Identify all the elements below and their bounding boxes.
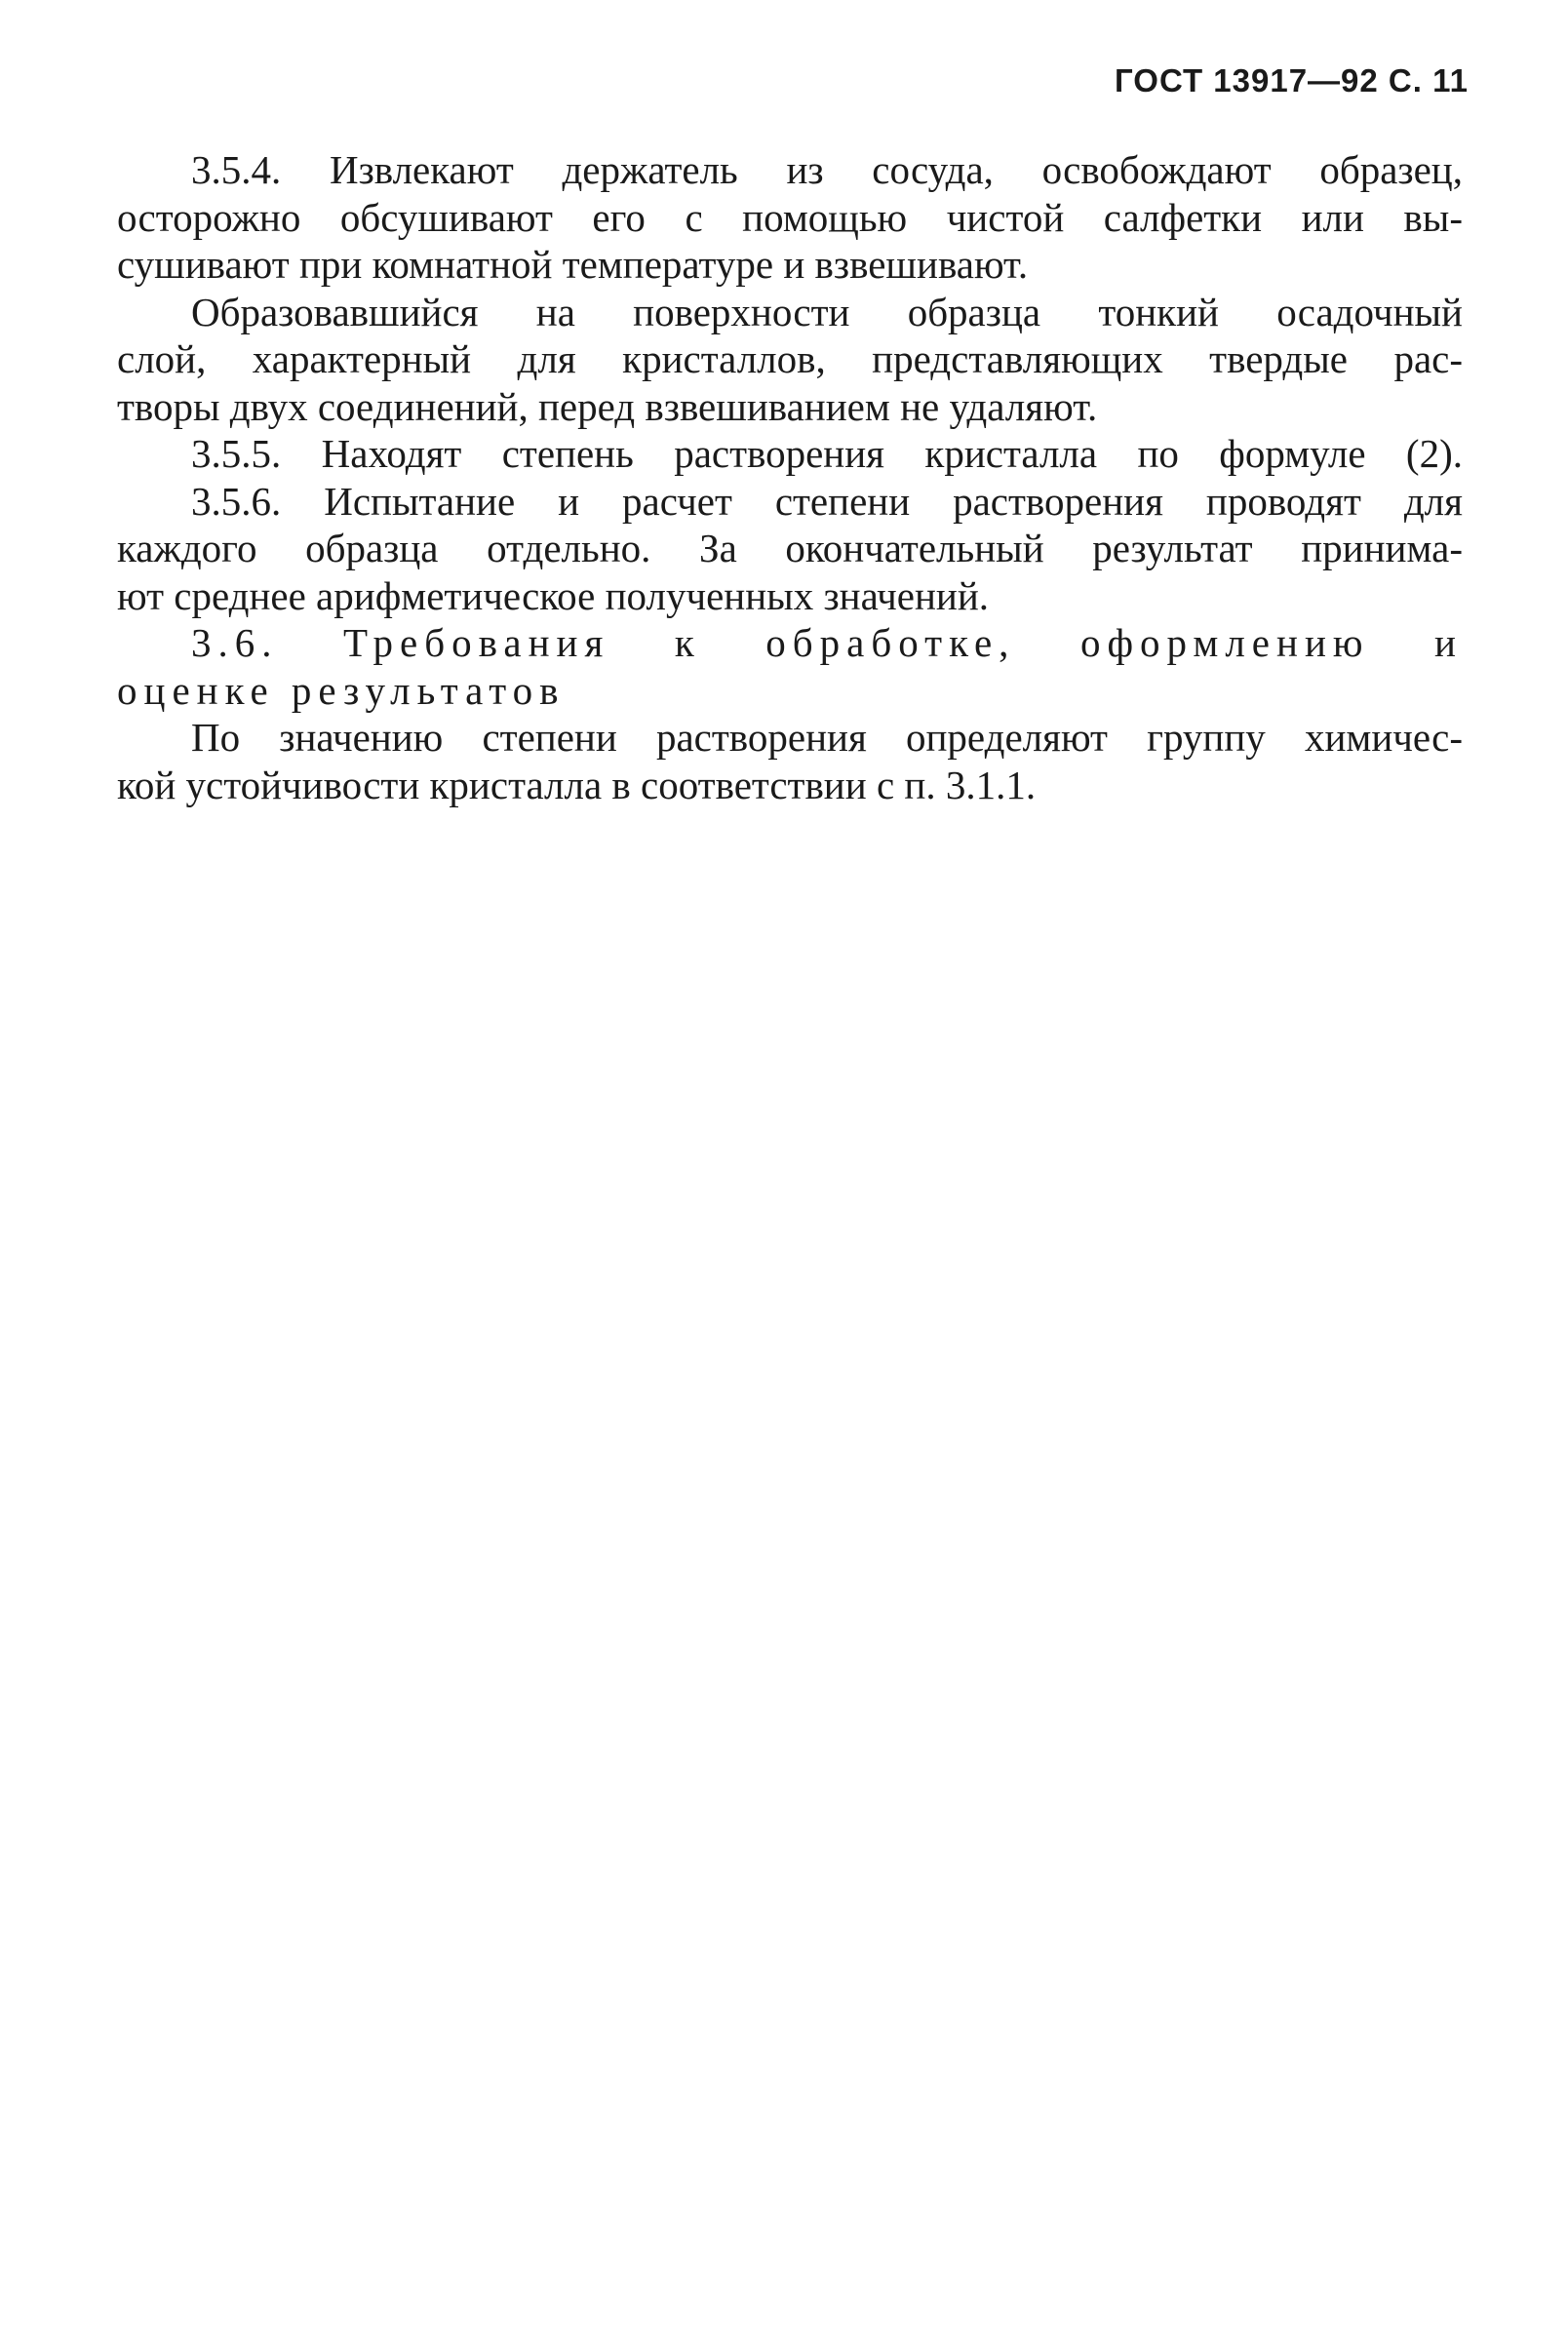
text-line: ют среднее арифметическое полученных значений. <box>117 572 990 618</box>
text-line: 3.5.5. Находят степень растворения кристалла по формуле (2). <box>191 431 1463 476</box>
running-header: ГОСТ 13917—92 С. 11 <box>1115 62 1469 98</box>
text-line: каждого образца отдельно. За окончательный результат принима- <box>117 526 1463 570</box>
text-line: 3.5.4. Извлекают держатель из сосуда, освобождают образец, <box>191 147 1463 192</box>
text-line: осторожно обсушивают его с помощью чистой салфетки или вы- <box>117 194 1463 240</box>
section-heading-3-6 <box>117 619 1463 714</box>
text-line: творы двух соединений, перед взвешиванием не удаляют. <box>117 383 1098 429</box>
text-line: По значению степени растворения определяют группу химичес- <box>191 715 1463 760</box>
paragraph-3-5-5 <box>117 430 1463 478</box>
section-heading-line: оценке результатов <box>117 667 566 713</box>
text-line: 3.5.6. Испытание и расчет степени растворения проводят для <box>191 478 1463 524</box>
text-line: Образовавшийся на поверхности образца тонкий осадочный <box>191 289 1463 334</box>
document-body <box>117 146 1463 808</box>
text-line: кой устойчивости кристалла в соответствии с п. 3.1.1. <box>117 762 1037 807</box>
paragraph-sediment <box>117 289 1463 431</box>
paragraph-3-5-4 <box>117 146 1463 289</box>
paragraph-3-5-6 <box>117 478 1463 620</box>
text-line: слой, характерный для кристаллов, представляющих твердые рас- <box>117 336 1463 381</box>
text-line: сушивают при комнатной температуре и взвешивают. <box>117 242 1029 287</box>
paragraph-group <box>117 714 1463 808</box>
section-heading-line: 3.6. Требования к обработке, оформлению и <box>191 620 1463 665</box>
